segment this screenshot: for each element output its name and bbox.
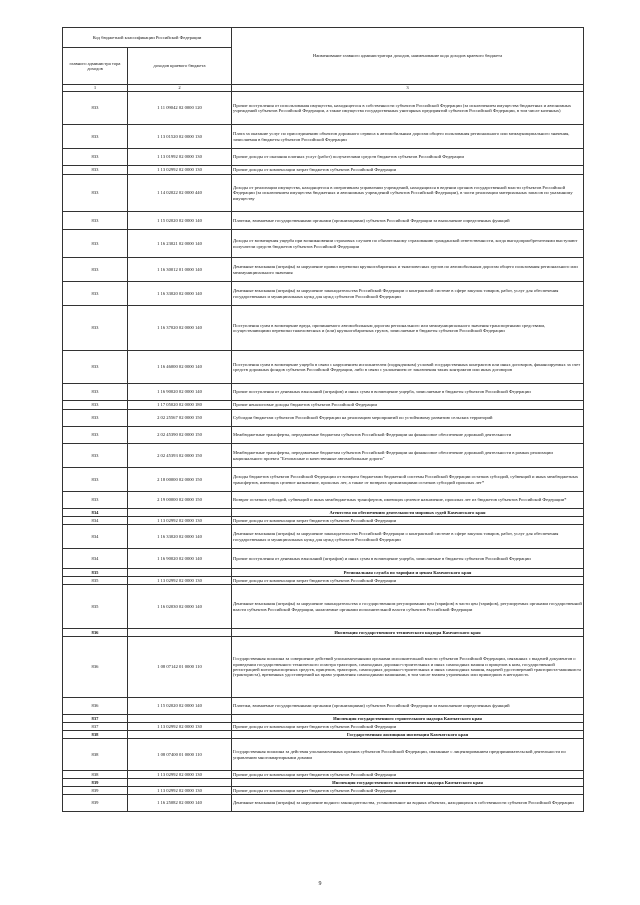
revenue-name-cell: Прочие неналоговые доходы бюджетов субъектов Российской Федерации	[232, 401, 584, 410]
revenue-code-cell: 2 02 45390 02 0000 150	[128, 427, 232, 444]
admin-code-cell: 833	[63, 351, 128, 384]
table-row	[63, 525, 584, 549]
revenue-code-cell: 1 13 02992 02 0000 130	[128, 787, 232, 795]
table-row	[63, 698, 584, 715]
table-row	[63, 166, 584, 175]
revenue-code-cell: 1 13 02992 02 0000 130	[128, 517, 232, 525]
revenue-code-cell: 1 13 02992 02 0000 130	[128, 577, 232, 585]
table-row	[63, 637, 584, 698]
revenue-name-cell: Субсидии бюджетам субъектов Российской Федерации на реализацию мероприятий по устойчивому развитию сельских территорий	[232, 410, 584, 427]
revenue-name-cell: Государственная пошлина за действия уполномоченных органов субъектов Российской Федерации, связанные с лицензированием предпринимательской деятельности по управлению многоквартирными домами	[232, 739, 584, 771]
revenue-code-cell: 1 16 23021 02 0000 140	[128, 230, 232, 258]
revenue-code-cell: 1 08 07400 01 0000 110	[128, 739, 232, 771]
table-row	[63, 787, 584, 795]
revenue-code-cell: 1 16 30012 01 0000 140	[128, 258, 232, 282]
table-row	[63, 795, 584, 812]
revenue-code-cell: 1 15 02020 02 0000 140	[128, 698, 232, 715]
revenue-name-cell: Доходы от возмещения ущерба при возникновении страховых случаев по обязательному страхованию гражданской ответственности, когда выгодоприобретателями выступают получатели средств бюджетов субъектов Российской Федерации	[232, 230, 584, 258]
revenue-code-cell: 1 13 02992 02 0000 130	[128, 166, 232, 175]
admin-code-cell: 835	[63, 577, 128, 585]
revenue-column-header: доходов краевого бюджета	[128, 48, 232, 85]
admin-code-cell: 833	[63, 282, 128, 306]
revenue-name-cell: Плата за оказание услуг по присоединению объектов дорожного сервиса к автомобильным дорогам общего пользования регионального или межмуниципального значения, зачисляемая в бюджеты субъектов Российской Федерации	[232, 125, 584, 149]
section-row	[63, 509, 584, 517]
revenue-codes-table	[62, 27, 584, 812]
section-title-cell: Региональная служба по тарифам и ценам Камчатского края	[232, 569, 584, 577]
revenue-code-cell: 1 11 09042 02 0000 120	[128, 92, 232, 125]
revenue-code-cell: 1 17 05020 02 0000 180	[128, 401, 232, 410]
admin-code-cell: 838	[63, 731, 128, 739]
table-row	[63, 771, 584, 779]
table-row	[63, 125, 584, 149]
admin-code-cell: 833	[63, 230, 128, 258]
admin-code-cell: 839	[63, 787, 128, 795]
admin-code-cell: 836	[63, 629, 128, 637]
table-row	[63, 444, 584, 468]
revenue-name-cell: Доходы от реализации имущества, находящегося в оперативном управлении учреждений, находящихся в ведении органов государственной власти субъектов Российской Федерации (за исключением имущества бюджетных и автономных учреждений субъектов Российской Федерации), в части реализации материальных запасов по указанному имуществу	[232, 175, 584, 212]
table-row	[63, 384, 584, 401]
table-row	[63, 492, 584, 509]
table-row	[63, 258, 584, 282]
revenue-code-cell	[128, 779, 232, 787]
section-title-cell: Инспекция государственного экологического надзора Камчатского края	[232, 779, 584, 787]
name-column-header: Наименование главного администратора доходов, наименование кода доходов краевого бюджета	[232, 28, 584, 85]
revenue-name-cell: Прочие доходы от компенсации затрат бюджетов субъектов Российской Федерации	[232, 787, 584, 795]
admin-code-cell: 833	[63, 212, 128, 230]
section-title-cell: Агентство по обеспечению деятельности мировых судей Камчатского края	[232, 509, 584, 517]
revenue-code-cell: 1 13 02992 02 0000 130	[128, 771, 232, 779]
revenue-code-cell	[128, 715, 232, 723]
revenue-name-cell: Прочие доходы от компенсации затрат бюджетов субъектов Российской Федерации	[232, 771, 584, 779]
revenue-code-cell: 1 16 37020 02 0000 140	[128, 306, 232, 351]
admin-code-cell: 837	[63, 715, 128, 723]
table-row	[63, 175, 584, 212]
revenue-code-cell: 1 16 46000 02 0000 140	[128, 351, 232, 384]
admin-code-cell: 833	[63, 384, 128, 401]
admin-code-cell: 833	[63, 427, 128, 444]
revenue-code-cell: 1 08 07142 01 0000 110	[128, 637, 232, 698]
revenue-name-cell: Прочие доходы от компенсации затрат бюджетов субъектов Российской Федерации	[232, 166, 584, 175]
revenue-code-cell	[128, 509, 232, 517]
admin-code-cell: 833	[63, 125, 128, 149]
revenue-code-cell: 2 19 00000 02 0000 150	[128, 492, 232, 509]
admin-code-cell: 833	[63, 175, 128, 212]
table-row	[63, 739, 584, 771]
revenue-name-cell: Поступления сумм в возмещение вреда, причиняемого автомобильным дорогам регионального или межмуниципального значения транспортными средствами, осуществляющими перевозки тяжеловесных и (или) крупногабаритных грузов, зачисляемые в бюджеты субъектов Российской Федерации	[232, 306, 584, 351]
table-row	[63, 549, 584, 569]
revenue-name-cell: Прочие поступления от денежных взысканий (штрафов) и иных сумм в возмещение ущерба, зачисляемые в бюджеты субъектов Российской Федерации	[232, 549, 584, 569]
revenue-code-cell: 1 13 01992 02 0000 130	[128, 149, 232, 166]
revenue-name-cell: Прочие доходы от компенсации затрат бюджетов субъектов Российской Федерации	[232, 577, 584, 585]
revenue-name-cell: Денежные взыскания (штрафы) за нарушение законодательства о государственном регулировании цен (тарифов) в части цен (тарифов), регулируемых органами государственной власти субъектов Российской Федерации, налагаемые органами исполнительной власти субъектов Российской Федерации	[232, 585, 584, 629]
table-row	[63, 230, 584, 258]
table-row	[63, 410, 584, 427]
admin-code-cell: 833	[63, 306, 128, 351]
revenue-code-cell	[128, 629, 232, 637]
revenue-name-cell: Денежные взыскания (штрафы) за нарушение водного законодательства, установленное на водных объектах, находящихся в собственности субъектов Российской Федерации	[232, 795, 584, 812]
admin-code-cell: 833	[63, 401, 128, 410]
admin-code-cell: 833	[63, 468, 128, 492]
admin-code-cell: 833	[63, 410, 128, 427]
revenue-code-cell: 1 16 02030 02 0000 140	[128, 585, 232, 629]
section-title-cell: Инспекция государственного технического надзора Камчатского края	[232, 629, 584, 637]
table-row	[63, 351, 584, 384]
code-group-header: Код бюджетной классификации Российской Федерации	[63, 28, 232, 48]
column-number-3: 3	[232, 85, 584, 92]
admin-code-cell: 839	[63, 779, 128, 787]
revenue-code-cell: 2 18 00000 02 0000 150	[128, 468, 232, 492]
revenue-name-cell: Прочие поступления от использования имущества, находящегося в собственности субъектов Российской Федерации (за исключением имущества бюджетных и автономных учреждений субъектов Российской Федерации, а также имущества государственных унитарных предприятий субъектов Российской Федерации, в том числе казенных)	[232, 92, 584, 125]
admin-code-cell: 835	[63, 569, 128, 577]
admin-code-cell: 833	[63, 444, 128, 468]
admin-code-cell: 833	[63, 166, 128, 175]
admin-code-cell: 834	[63, 517, 128, 525]
admin-code-cell: 833	[63, 492, 128, 509]
table-row	[63, 401, 584, 410]
revenue-code-cell: 1 15 02020 02 0000 140	[128, 212, 232, 230]
revenue-name-cell: Денежные взыскания (штрафы) за нарушение законодательства Российской Федерации о контрактной системе в сфере закупок товаров, работ, услуг для обеспечения государственных и муниципальных нужд для нужд субъектов Российской Федерации	[232, 525, 584, 549]
revenue-name-cell: Государственная пошлина за совершение действий уполномоченными органами исполнительной власти субъектов Российской Федерации, связанных с выдачей документов о проведении государственного технического осмотра тракторов, самоходных дорожно-строительных и иных самоходных машин и прицепов к ним, государственной регистрацией мототранспортных средств, прицепов, тракторов, самоходных дорожно-строительных и иных самоходных машин, выдачей удостоверений тракториста-машиниста (тракториста), временных удостоверений на право управления самоходными машинами, в том числе взамен утраченных или пришедших в негодность	[232, 637, 584, 698]
revenue-code-cell: 1 16 33020 02 0000 140	[128, 282, 232, 306]
admin-code-cell: 834	[63, 525, 128, 549]
revenue-name-cell: Денежные взыскания (штрафы) за нарушение законодательства Российской Федерации о контрактной системе в сфере закупок товаров, работ, услуг для обеспечения государственных и муниципальных нужд для нужд субъектов Российской Федерации	[232, 282, 584, 306]
revenue-name-cell: Платежи, взимаемые государственными органами (организациями) субъектов Российской Федерации за выполнение определенных функций	[232, 212, 584, 230]
revenue-code-cell: 1 16 33020 02 0000 140	[128, 525, 232, 549]
section-row	[63, 569, 584, 577]
admin-code-cell: 839	[63, 795, 128, 812]
section-title-cell: Государственная жилищная инспекция Камчатского края	[232, 731, 584, 739]
revenue-code-cell	[128, 731, 232, 739]
revenue-name-cell: Прочие доходы от компенсации затрат бюджетов субъектов Российской Федерации	[232, 723, 584, 731]
table-row	[63, 723, 584, 731]
admin-code-cell: 834	[63, 549, 128, 569]
header-row-numbers	[63, 85, 584, 92]
revenue-code-cell: 1 16 25082 02 0000 140	[128, 795, 232, 812]
admin-code-cell: 838	[63, 771, 128, 779]
table-row	[63, 306, 584, 351]
table-row	[63, 468, 584, 492]
table-row	[63, 427, 584, 444]
admin-column-header: главного администра тора доходов	[63, 48, 128, 85]
revenue-name-cell: Доходы бюджетов субъектов Российской Федерации от возврата бюджетами бюджетной системы Российской Федерации остатков субсидий, субвенций и иных межбюджетных трансфертов, имеющих целевое назначение, прошлых лет, а также от возврата организациями остатков субсидий прошлых лет*	[232, 468, 584, 492]
section-row	[63, 715, 584, 723]
admin-code-cell: 836	[63, 698, 128, 715]
admin-code-cell: 833	[63, 258, 128, 282]
section-title-cell: Инспекция государственного строительного надзора Камчатского края	[232, 715, 584, 723]
revenue-name-cell: Денежные взыскания (штрафы) за нарушение правил перевозки крупногабаритных и тяжеловесных грузов по автомобильным дорогам общего пользования регионального или межмуниципального значения	[232, 258, 584, 282]
revenue-code-cell: 1 14 02022 02 0000 440	[128, 175, 232, 212]
table-row	[63, 585, 584, 629]
section-row	[63, 731, 584, 739]
admin-code-cell: 838	[63, 739, 128, 771]
page-number: 9	[318, 881, 322, 887]
admin-code-cell: 836	[63, 637, 128, 698]
revenue-code-cell: 2 02 25567 02 0000 150	[128, 410, 232, 427]
table-row	[63, 212, 584, 230]
admin-code-cell: 833	[63, 149, 128, 166]
table-row	[63, 577, 584, 585]
revenue-name-cell: Прочие поступления от денежных взысканий (штрафов) и иных сумм в возмещение ущерба, зачисляемые в бюджеты субъектов Российской Федерации	[232, 384, 584, 401]
revenue-name-cell: Платежи, взимаемые государственными органами (организациями) субъектов Российской Федерации за выполнение определенных функций	[232, 698, 584, 715]
table-row	[63, 517, 584, 525]
revenue-code-cell: 1 16 90020 02 0000 140	[128, 384, 232, 401]
header-row-code-group	[63, 28, 584, 48]
revenue-name-cell: Межбюджетные трансферты, передаваемые бюджетам субъектов Российской Федерации на финансовое обеспечение дорожной деятельности	[232, 427, 584, 444]
revenue-name-cell: Прочие доходы от оказания платных услуг (работ) получателями средств бюджетов субъектов Российской Федерации	[232, 149, 584, 166]
table-row	[63, 149, 584, 166]
admin-code-cell: 835	[63, 585, 128, 629]
section-row	[63, 779, 584, 787]
admin-code-cell: 833	[63, 92, 128, 125]
revenue-code-cell	[128, 569, 232, 577]
table-row	[63, 282, 584, 306]
revenue-code-cell: 2 02 45393 02 0000 150	[128, 444, 232, 468]
revenue-name-cell: Поступления сумм в возмещение ущерба в связи с нарушением исполнителем (подрядчиком) условий государственных контрактов или иных договоров, финансируемых за счет средств дорожных фондов субъектов Российской Федерации, либо в связи с уклонением от заключения таких контрактов или иных договоров	[232, 351, 584, 384]
revenue-code-cell: 1 16 90020 02 0000 140	[128, 549, 232, 569]
admin-code-cell: 834	[63, 509, 128, 517]
section-row	[63, 629, 584, 637]
revenue-code-cell: 1 13 02992 02 0000 130	[128, 723, 232, 731]
revenue-name-cell: Межбюджетные трансферты, передаваемые бюджетам субъектов Российской Федерации на финансовое обеспечение дорожной деятельности в рамках реализации национального проекта "Безопасные и качественные автомобильные дороги"	[232, 444, 584, 468]
revenue-name-cell: Прочие доходы от компенсации затрат бюджетов субъектов Российской Федерации	[232, 517, 584, 525]
table-row	[63, 92, 584, 125]
column-number-1: 1	[63, 85, 128, 92]
revenue-name-cell: Возврат остатков субсидий, субвенций и иных межбюджетных трансфертов, имеющих целевое назначение, прошлых лет из бюджетов субъектов Российской Федерации*	[232, 492, 584, 509]
revenue-code-cell: 1 13 01520 02 0000 130	[128, 125, 232, 149]
admin-code-cell: 837	[63, 723, 128, 731]
column-number-2: 2	[128, 85, 232, 92]
